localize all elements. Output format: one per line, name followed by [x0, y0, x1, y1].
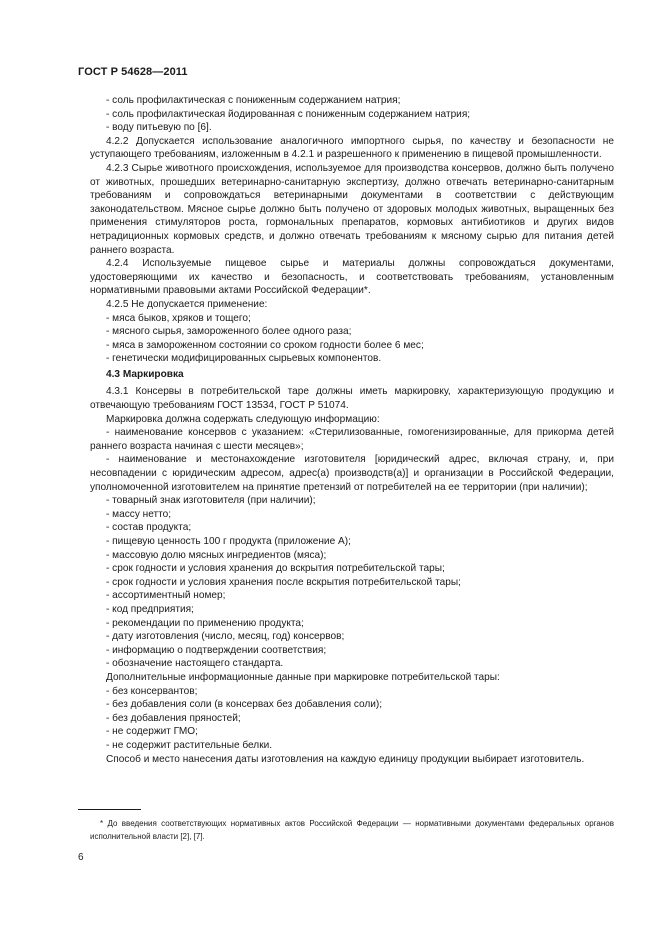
- document-header: ГОСТ Р 54628—2011: [78, 66, 188, 78]
- list-item: - соль профилактическая йодированная с пониженным содержанием натрия;: [106, 108, 471, 120]
- extra-info-intro: Дополнительные информационные данные при маркировке потребительской тары:: [106, 671, 500, 683]
- list-item: - код предприятия;: [106, 603, 194, 615]
- list-item: - срок годности и условия хранения до вскрытия потребительской тары;: [106, 563, 445, 575]
- list-item: - мяса быков, хряков и тощего;: [106, 312, 251, 324]
- list-item: - не содержит растительные белки.: [106, 739, 273, 751]
- clause-4-2-3: 4.2.3 Сырье животного происхождения, используемое для производства консервов, должно быть получено от животных, прошедших ветеринарно-санитарную экспертизу, должно отвечать ветеринарно-санитарным требованиям и сопровождаться ветеринарными документами в соответствии с действующим законодательством. Мясное сырье должно быть получено от здоровых молодых животных, выращенных без применения стимуляторов роста, гормональных препаратов, кормовых антибиотиков и других видов нетрадиционных кормовых средств, и должно отвечать требованиям к мясному сырью для питания детей раннего возраста.: [90, 162, 614, 256]
- list-item: - воду питьевую по [6].: [106, 122, 212, 134]
- list-item: - ассортиментный номер;: [106, 590, 226, 602]
- marking-intro: Маркировка должна содержать следующую информацию:: [106, 413, 380, 425]
- list-item: - массу нетто;: [106, 508, 172, 520]
- list-item: - генетически модифицированных сырьевых компонентов.: [106, 353, 382, 365]
- footnote-divider: [78, 809, 141, 810]
- list-item: - обозначение настоящего стандарта.: [106, 658, 284, 670]
- list-item: - срок годности и условия хранения после вскрытия потребительской тары;: [106, 576, 461, 588]
- list-item: - без добавления пряностей;: [106, 712, 241, 724]
- marking-maker-item: - наименование и местонахождение изготовителя [юридический адрес, включая страну, и, при несовпадении с юридическим адресом, адрес(а) производств(а)] и организации в Российской Федерации, уполномоченной изготовителем на принятие претензий от потребителей на ее территории (при наличии);: [90, 454, 614, 493]
- list-item: - мяса в замороженном состоянии со сроком годности более 6 мес;: [106, 339, 424, 351]
- list-item: - массовую долю мясных ингредиентов (мяса);: [106, 549, 327, 561]
- list-item: - информацию о подтверждении соответствия;: [106, 644, 327, 656]
- clause-4-2-4: 4.2.4 Используемые пищевое сырье и материалы должны сопровождаться документами, удостоверяющими их качество и безопасность, и соответствовать требованиям, установленным нормативными правовыми актами Российской Федерации*.: [90, 258, 614, 297]
- list-item: - товарный знак изготовителя (при наличии);: [106, 495, 316, 507]
- page-number: 6: [78, 852, 84, 863]
- clause-4-3-1: 4.3.1 Консервы в потребительской таре должны иметь маркировку, характеризующую продукцию и отвечающую требованиям ГОСТ 13534, ГОСТ Р 51074.: [90, 386, 614, 412]
- list-item: - не содержит ГМО;: [106, 726, 198, 738]
- list-item: - пищевую ценность 100 г продукта (приложение А);: [106, 536, 351, 547]
- list-item: - без консервантов;: [106, 685, 198, 697]
- clause-4-2-2: 4.2.2 Допускается использование аналогичного импортного сырья, по качеству и безопасности не уступающего требованиям, изложенным в 4.2.1 и разрешенного к применению в пищевой промышленности.: [90, 135, 614, 161]
- footnote: * До введения соответствующих нормативных актов Российской Федерации — нормативными документами федеральных органов исполнительной власти [2], [7].: [90, 819, 614, 841]
- date-method-paragraph: Способ и место нанесения даты изготовления на каждую единицу продукции выбирает изготовитель.: [106, 753, 585, 765]
- list-item: - соль профилактическая с пониженным содержанием натрия;: [106, 95, 401, 106]
- clause-4-2-5: 4.2.5 Не допускается применение:: [106, 298, 268, 310]
- list-item: - рекомендации по применению продукта;: [106, 617, 304, 629]
- section-heading-4-3: 4.3 Маркировка: [106, 368, 184, 380]
- marking-name-item: - наименование консервов с указанием: «Стерилизованные, гомогенизированные, для прикорма детей раннего возраста начиная с шести месяцев»;: [90, 427, 614, 452]
- list-item: - дату изготовления (число, месяц, год) консервов;: [106, 631, 345, 643]
- list-item: - состав продукта;: [106, 522, 192, 534]
- list-item: - мясного сырья, замороженного более одного раза;: [106, 326, 352, 338]
- document-body: [90, 94, 614, 766]
- list-item: - без добавления соли (в консервах без добавления соли);: [106, 699, 383, 711]
